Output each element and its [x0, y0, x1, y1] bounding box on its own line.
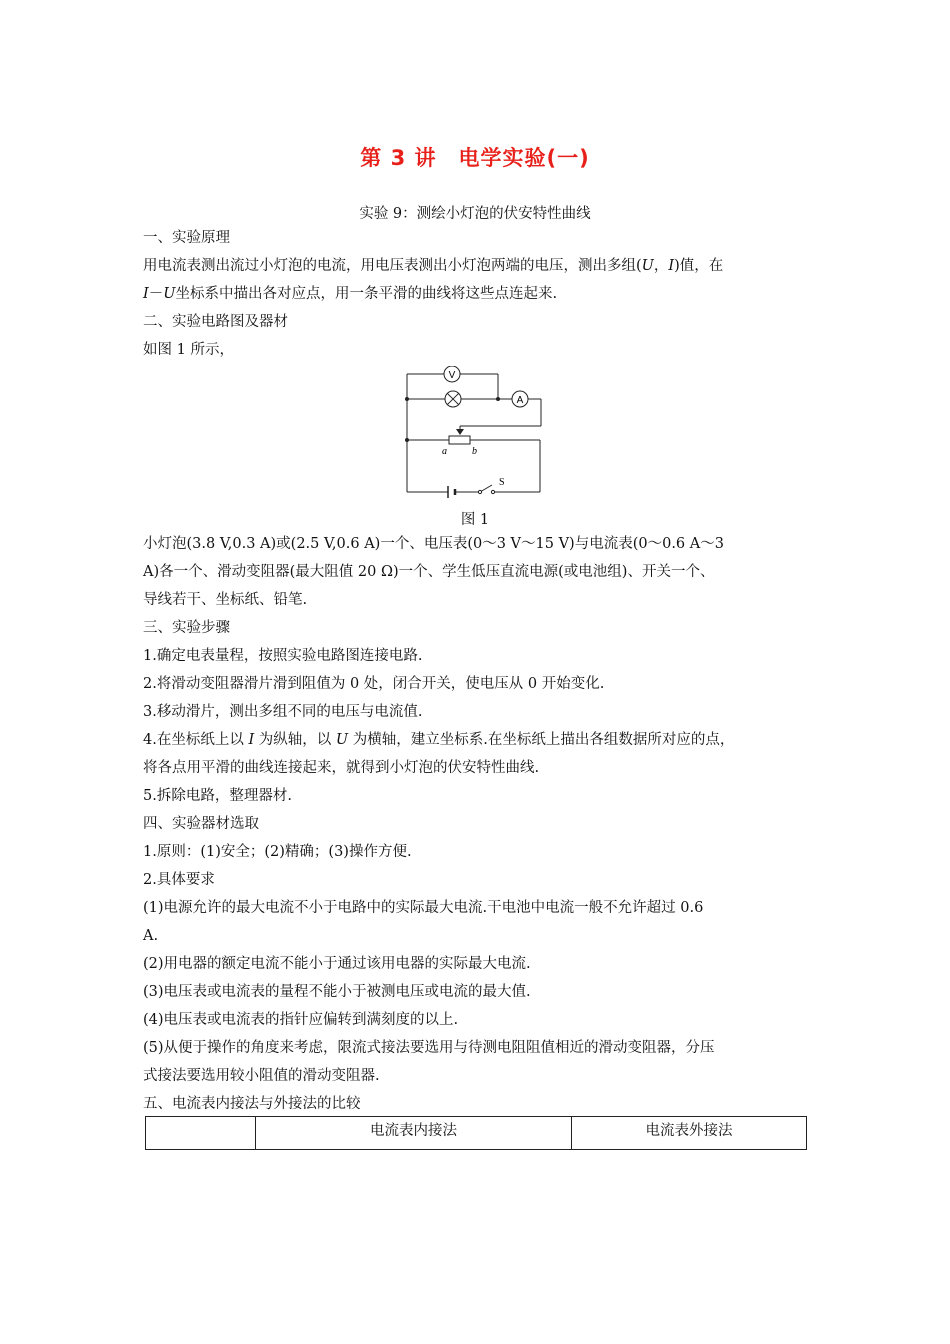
rheostat-end-a-label: a	[442, 446, 447, 457]
section-heading-principle: 一、实验原理	[143, 230, 230, 246]
principle-paragraph-line2: I－U坐标系中描出各对应点，用一条平滑的曲线将这些点连起来.	[143, 286, 558, 302]
selection-principle: 1.原则：(1)安全；(2)精确；(3)操作方便.	[143, 844, 412, 860]
section-heading-comparison: 五、电流表内接法与外接法的比较	[143, 1096, 361, 1112]
selection-requirements-heading: 2.具体要求	[143, 872, 215, 888]
junction-dot	[496, 397, 500, 401]
requirement-1-line2: A.	[143, 928, 159, 944]
equipment-list-line1: 小灯泡(3.8 V,0.3 A)或(2.5 V,0.6 A)一个、电压表(0～3 V～15 V)与电流表(0～0.6 A～3	[143, 536, 724, 552]
section-heading-circuit: 二、实验电路图及器材	[143, 314, 288, 330]
step-4-line2: 将各点用平滑的曲线连接起来，就得到小灯泡的伏安特性曲线.	[143, 760, 540, 776]
comparison-table	[145, 1116, 807, 1150]
equipment-list-line3: 导线若干、坐标纸、铅笔.	[143, 592, 308, 608]
section-heading-steps: 三、实验步骤	[143, 620, 230, 636]
figure-intro-text: 如图 1 所示，	[143, 342, 234, 358]
principle-paragraph-line1: 用电流表测出流过小灯泡的电流，用电压表测出小灯泡两端的电压，测出多组(U，I)值，在	[143, 258, 724, 274]
page-title: 第 3 讲 电学实验(一)	[360, 146, 590, 170]
step-4-line1: 4.在坐标纸上以 I 为纵轴，以 U 为横轴，建立坐标系.在坐标纸上描出各组数据所对应的点，	[143, 732, 735, 748]
step-2: 2.将滑动变阻器滑片滑到阻值为 0 处，闭合开关，使电压从 0 开始变化.	[143, 676, 605, 692]
requirement-4: (4)电压表或电流表的指针应偏转到满刻度的以上.	[143, 1012, 459, 1028]
switch-label: S	[499, 477, 505, 488]
section-heading-selection: 四、实验器材选取	[143, 816, 259, 832]
table-header-cell: 电流表内接法	[255, 1117, 571, 1150]
switch-contact	[491, 490, 494, 493]
rheostat-symbol	[449, 436, 470, 444]
junction-dot	[405, 438, 409, 442]
requirement-2: (2)用电器的额定电流不能小于通过该用电器的实际最大电流.	[143, 956, 531, 972]
junction-dot	[405, 397, 409, 401]
requirement-1-line1: (1)电源允许的最大电流不小于电路中的实际最大电流.干电池中电流一般不允许超过 0.6	[143, 900, 704, 916]
voltmeter-label: V	[448, 370, 456, 381]
step-1: 1.确定电表量程，按照实验电路图连接电路.	[143, 648, 423, 664]
requirement-3: (3)电压表或电流表的量程不能小于被测电压或电流的最大值.	[143, 984, 531, 1000]
step-3: 3.移动滑片，测出多组不同的电压与电流值.	[143, 704, 423, 720]
step-5: 5.拆除电路，整理器材.	[143, 788, 292, 804]
table-header-cell	[146, 1117, 256, 1150]
circuit-diagram	[400, 366, 550, 500]
requirement-5-line1: (5)从便于操作的角度来考虑，限流式接法要选用与待测电阻阻值相近的滑动变阻器，分压	[143, 1040, 715, 1056]
table-header-row	[146, 1117, 807, 1150]
rheostat-end-b-label: b	[472, 446, 477, 457]
ammeter-label: A	[516, 395, 524, 406]
equipment-list-line2: A)各一个、滑动变阻器(最大阻值 20 Ω)一个、学生低压直流电源(或电池组)、开关一个、	[143, 564, 715, 580]
slider-arrow	[456, 429, 464, 435]
switch-contact	[478, 490, 481, 493]
figure-caption: 图 1	[460, 512, 490, 528]
requirement-5-line2: 式接法要选用较小阻值的滑动变阻器.	[143, 1068, 380, 1084]
experiment-subtitle: 实验 9：测绘小灯泡的伏安特性曲线	[359, 206, 591, 222]
table-header-cell: 电流表外接法	[572, 1117, 807, 1150]
